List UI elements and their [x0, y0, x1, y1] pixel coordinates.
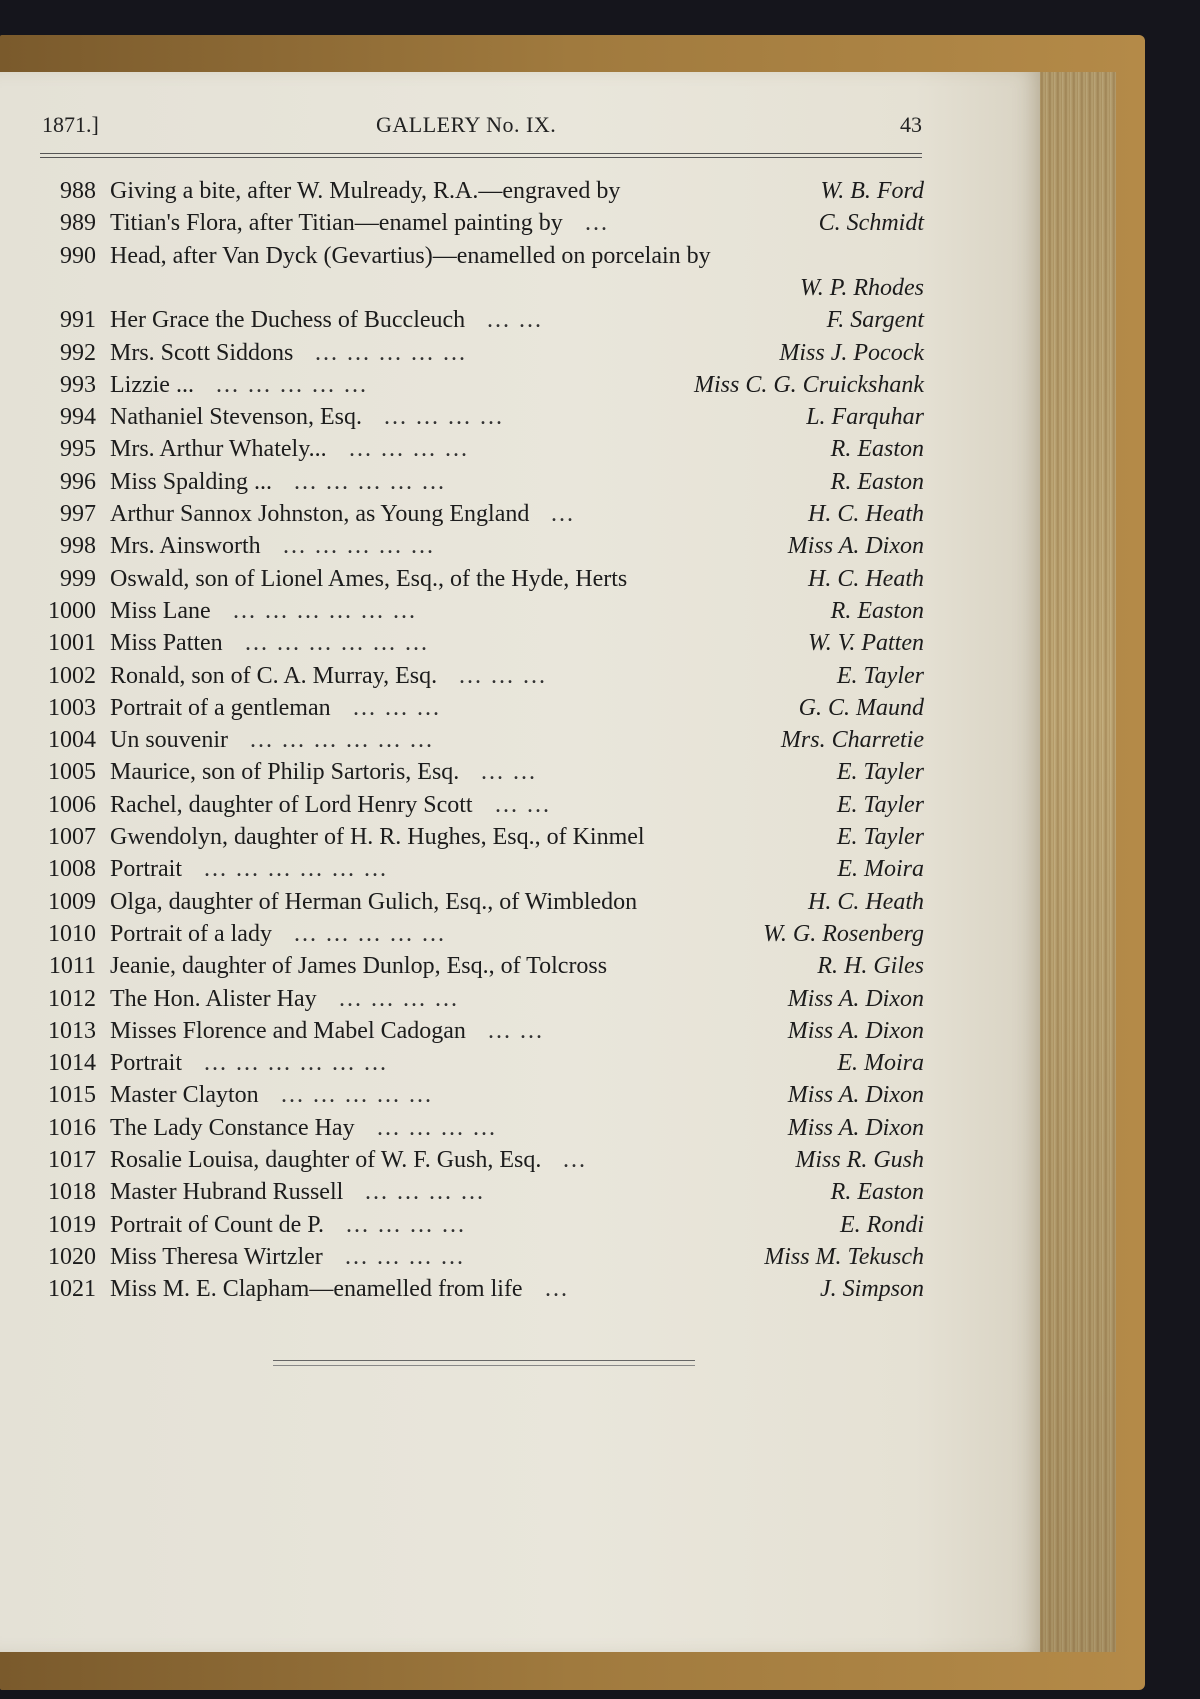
entry-artist: L. Farquhar: [806, 404, 924, 431]
dot-leaders: ... ... ... ...: [339, 985, 459, 1012]
entry-title: Rosalie Louisa, daughter of W. F. Gush, Esq.: [110, 1147, 542, 1173]
entry-title: Maurice, son of Philip Sartoris, Esq.: [110, 759, 460, 786]
entry-number: 1016: [48, 1114, 96, 1141]
entry-title: Miss Spalding ...: [110, 468, 273, 495]
end-rule-thin: [273, 1365, 695, 1366]
entry-title: Portrait: [110, 1050, 182, 1077]
entry-artist-line: [0, 692, 924, 724]
entry-artist-line: [0, 918, 924, 950]
dot-leaders: ... ... ... ... ... ...: [250, 727, 434, 754]
entry-artist: W. P. Rhodes: [799, 274, 924, 301]
entry-title: Miss Patten: [110, 630, 223, 657]
entry-number: 1013: [48, 1017, 96, 1044]
dot-leaders: ... ... ... ... ...: [315, 339, 467, 366]
entry-number: 997: [60, 501, 96, 527]
entry-number: 994: [60, 404, 96, 431]
entry-artist: R. Easton: [830, 1179, 924, 1206]
entry-artist-line: [0, 853, 924, 885]
entry-number: 1004: [48, 727, 96, 754]
dot-leaders: ... ...: [488, 1017, 544, 1044]
dot-leaders: ... ... ... ...: [384, 404, 504, 431]
entry-artist-line: [0, 724, 924, 756]
entry-artist-line: [0, 175, 924, 207]
entry-title: Lizzie ...: [110, 371, 194, 398]
entry-title: Gwendolyn, daughter of H. R. Hughes, Esq., of Kinmel: [110, 824, 645, 850]
entry-number: 1018: [48, 1179, 96, 1206]
entry-artist: W. B. Ford: [820, 178, 924, 204]
entry-title: Portrait of Count de P.: [110, 1211, 324, 1238]
entry-title: Rachel, daughter of Lord Henry Scott: [110, 791, 473, 818]
dot-leaders: ... ...: [481, 759, 537, 786]
dot-leaders: ... ...: [495, 791, 551, 818]
entry-artist: E. Tayler: [836, 662, 924, 689]
entry-artist-line: [0, 337, 924, 369]
entry-number: 1000: [48, 597, 96, 624]
entry-title: The Hon. Alister Hay: [110, 985, 317, 1012]
entry-artist: Miss A. Dixon: [787, 985, 924, 1012]
entry-title: Miss M. E. Clapham—enamelled from life: [110, 1276, 523, 1303]
entry-artist: R. Easton: [830, 468, 924, 495]
entry-number: 989: [60, 210, 96, 237]
dot-leaders: ...: [585, 210, 609, 237]
entry-number: 996: [60, 468, 96, 495]
entry-artist: Miss J. Pocock: [779, 339, 924, 366]
entry-title: Nathaniel Stevenson, Esq.: [110, 404, 362, 431]
entry-number: 1007: [48, 824, 96, 850]
entry-artist-line: [0, 1079, 924, 1111]
entry-artist-line: [0, 1112, 924, 1144]
entry-artist-line: [0, 821, 924, 853]
dot-leaders: ... ... ... ...: [346, 1211, 466, 1238]
entry-title: Mrs. Scott Siddons: [110, 339, 294, 366]
entry-artist-line: [0, 1209, 924, 1241]
entry-artist: E. Moira: [837, 856, 924, 883]
page-number: 43: [900, 112, 922, 137]
entry-artist-line: [0, 563, 924, 595]
entry-artist: W. G. Rosenberg: [763, 920, 924, 947]
entry-artist: E. Tayler: [836, 791, 924, 818]
entry-artist: H. C. Heath: [808, 565, 924, 592]
entry-number: 1003: [48, 694, 96, 721]
entry-artist-line: [0, 1015, 924, 1047]
dot-leaders: ... ... ... ... ...: [281, 1082, 433, 1109]
dot-leaders: ... ... ... ...: [377, 1114, 497, 1141]
entry-artist-line: [0, 950, 924, 982]
entry-title: Portrait: [110, 856, 182, 883]
entry-artist: Miss A. Dixon: [787, 1082, 924, 1109]
entry-number: 1012: [48, 985, 96, 1012]
entry-title: Jeanie, daughter of James Dunlop, Esq., of Tolcross: [110, 953, 608, 980]
catalogue-entry: [0, 240, 1000, 272]
dot-leaders: ... ... ... ...: [365, 1179, 485, 1206]
dot-leaders: ... ... ... ... ...: [216, 371, 368, 398]
dot-leaders: ...: [551, 501, 575, 527]
entry-title: Portrait of a lady: [110, 920, 272, 947]
running-head: [42, 112, 922, 142]
entry-number: 1015: [48, 1082, 96, 1109]
entry-title: Miss Theresa Wirtzler: [110, 1243, 323, 1270]
entry-artist-line: [0, 207, 924, 239]
entry-artist: E. Moira: [837, 1050, 924, 1077]
entry-artist-line: [0, 498, 924, 530]
dot-leaders: ... ... ... ... ...: [294, 468, 446, 495]
entry-artist: J. Simpson: [820, 1276, 924, 1303]
entry-artist: Mrs. Charretie: [780, 727, 924, 754]
entry-artist-line: [0, 1176, 924, 1208]
entry-title: Master Hubrand Russell: [110, 1179, 344, 1206]
header-rule: [40, 153, 922, 154]
header-rule-thin: [40, 157, 922, 158]
entry-artist: W. V. Patten: [807, 630, 924, 657]
entry-number: 1019: [48, 1211, 96, 1238]
entry-number: 1017: [48, 1147, 96, 1173]
entry-artist-line: [0, 401, 924, 433]
entry-artist: C. Schmidt: [818, 210, 924, 237]
entry-title: Her Grace the Duchess of Buccleuch: [110, 307, 466, 334]
entry-artist: F. Sargent: [826, 307, 924, 334]
entry-artist: E. Rondi: [840, 1211, 924, 1238]
entry-title: Ronald, son of C. A. Murray, Esq.: [110, 662, 438, 689]
entry-number: 999: [60, 565, 96, 592]
entry-title: Olga, daughter of Herman Gulich, Esq., of Wimbledon: [110, 888, 638, 915]
running-head-year: 1871.]: [42, 112, 99, 137]
entry-number: 1006: [48, 791, 96, 818]
dot-leaders: ... ... ... ... ... ...: [245, 630, 429, 657]
entry-title: Miss Lane: [110, 597, 211, 624]
entry-title: Oswald, son of Lionel Ames, Esq., of the Hyde, Herts: [110, 565, 628, 592]
entry-number: 990: [60, 242, 96, 269]
entry-artist-line: [0, 1273, 924, 1305]
entry-artist: E. Tayler: [836, 759, 924, 786]
dot-leaders: ... ...: [487, 307, 543, 334]
entry-artist: Miss C. G. Cruickshank: [694, 371, 924, 398]
entry-artist-line: [0, 756, 924, 788]
entry-artist-line: [0, 272, 924, 304]
entry-artist-line: [0, 466, 924, 498]
entry-artist-line: [0, 1047, 924, 1079]
entry-title: The Lady Constance Hay: [110, 1114, 355, 1141]
entry-artist: Miss M. Tekusch: [764, 1243, 924, 1270]
entry-artist: Miss A. Dixon: [787, 1017, 924, 1044]
entry-artist: R. Easton: [830, 597, 924, 624]
entry-artist-line: [0, 627, 924, 659]
entry-artist-line: [0, 660, 924, 692]
entry-number: 991: [60, 307, 96, 334]
entry-artist-line: [0, 789, 924, 821]
entry-number: 1014: [48, 1050, 96, 1077]
entry-title: Arthur Sannox Johnston, as Young England: [110, 501, 530, 527]
entry-number: 1011: [48, 953, 96, 980]
entry-number: 1008: [48, 856, 96, 883]
entry-artist-line: [0, 433, 924, 465]
entry-number: 998: [60, 533, 96, 560]
dot-leaders: ...: [563, 1147, 587, 1173]
entry-title: Head, after Van Dyck (Gevartius)—enamelled on porcelain by: [110, 242, 711, 269]
entry-title: Mrs. Arthur Whately...: [110, 436, 327, 463]
entry-artist-line: [0, 369, 924, 401]
entry-title: Misses Florence and Mabel Cadogan: [110, 1017, 466, 1044]
entry-number: 1009: [48, 888, 96, 915]
entry-artist: Miss A. Dixon: [787, 533, 924, 560]
entry-artist: Miss R. Gush: [795, 1147, 924, 1173]
entry-artist: E. Tayler: [836, 824, 924, 850]
dot-leaders: ... ... ... ... ...: [283, 533, 435, 560]
entry-artist: R. Easton: [830, 436, 924, 463]
entry-title: Master Clayton: [110, 1082, 259, 1109]
dot-leaders: ... ... ... ... ... ...: [204, 1050, 388, 1077]
entry-artist-line: [0, 983, 924, 1015]
entry-artist: G. C. Maund: [798, 694, 924, 721]
entry-number: 1005: [48, 759, 96, 786]
entry-title: Un souvenir: [110, 727, 228, 754]
entry-artist: R. H. Giles: [817, 953, 924, 980]
entry-number: 993: [60, 371, 96, 398]
entry-artist: Miss A. Dixon: [787, 1114, 924, 1141]
entry-artist: H. C. Heath: [808, 888, 924, 915]
dot-leaders: ... ... ...: [459, 662, 547, 689]
entry-artist-line: [0, 1144, 924, 1176]
entry-artist-line: [0, 1241, 924, 1273]
entry-artist-line: [0, 886, 924, 918]
dot-leaders: ... ... ... ... ... ...: [204, 856, 388, 883]
entry-number: 1001: [48, 630, 96, 657]
running-head-gallery: GALLERY No. IX.: [376, 112, 557, 137]
entry-title: Titian's Flora, after Titian—enamel painting by: [110, 210, 563, 237]
end-rule: [273, 1360, 695, 1361]
entry-artist-line: [0, 595, 924, 627]
dot-leaders: ...: [545, 1276, 569, 1303]
entry-number: 1002: [48, 662, 96, 689]
dot-leaders: ... ... ...: [353, 694, 441, 721]
dot-leaders: ... ... ... ...: [345, 1243, 465, 1270]
entry-number: 1010: [48, 920, 96, 947]
entry-number: 992: [60, 339, 96, 366]
entry-number: 988: [60, 178, 96, 204]
entry-title: Mrs. Ainsworth: [110, 533, 261, 560]
entry-number: 995: [60, 436, 96, 463]
entry-title: Giving a bite, after W. Mulready, R.A.—engraved by: [110, 178, 621, 204]
entry-artist: H. C. Heath: [808, 501, 924, 527]
entry-artist-line: [0, 530, 924, 562]
entry-number: 1020: [48, 1243, 96, 1270]
entry-title: Portrait of a gentleman: [110, 694, 331, 721]
entry-artist-line: [0, 304, 924, 336]
page-edge-shade: [1030, 72, 1116, 1652]
dot-leaders: ... ... ... ... ... ...: [233, 597, 417, 624]
dot-leaders: ... ... ... ... ...: [294, 920, 446, 947]
dot-leaders: ... ... ... ...: [349, 436, 469, 463]
entry-number: 1021: [48, 1276, 96, 1303]
